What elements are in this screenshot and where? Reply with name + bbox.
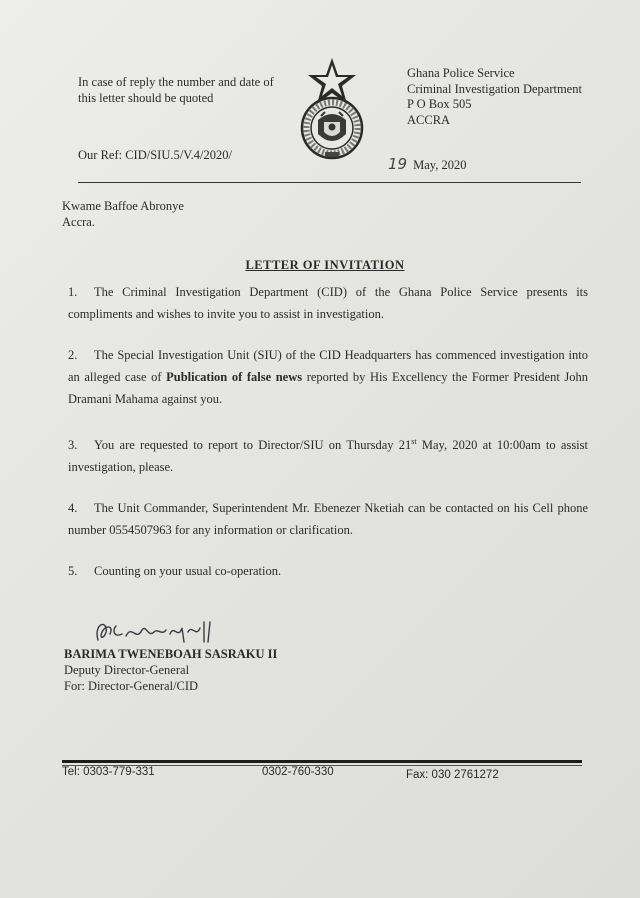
paragraph-3	[68, 431, 588, 478]
paragraph-5	[68, 560, 588, 582]
paragraph-1	[68, 281, 588, 325]
paragraph-number: 4.	[68, 501, 78, 515]
signer-title: Deputy Director-General	[64, 663, 190, 677]
date-day-handwritten: 19	[388, 155, 408, 173]
paragraph-number: 5.	[68, 564, 78, 578]
paragraph-text: May, 2020 at 10:00am to assist investigation, please.	[68, 438, 588, 475]
reference-number: Our Ref: CID/SIU.5/V.4/2020/	[78, 148, 232, 162]
letter-date	[388, 155, 466, 173]
ordinal-suffix: st	[411, 437, 417, 446]
paragraph-text: Counting on your usual co-operation.	[94, 564, 282, 578]
footer-divider	[62, 760, 582, 763]
signer-for: For: Director-General/CID	[64, 679, 199, 693]
signer-block	[64, 646, 277, 694]
letter-title: LETTER OF INVITATION	[245, 258, 405, 272]
paragraph-text: The Unit Commander, Superintendent Mr. Ebenezer Nketiah can be contacted on his Cell phone number 0554507963 for any information or clarification.	[68, 501, 588, 537]
footer-telephone: Tel: 0303-779-331	[62, 766, 155, 778]
paragraph-2	[68, 344, 588, 410]
footer-telephone-2: 0302-760-330	[262, 766, 334, 778]
paragraph-number: 3.	[68, 438, 78, 453]
date-month-year: May, 2020	[413, 158, 467, 172]
paragraph-text: reported by His Excellency the Former President John Dramani Mahama against you.	[68, 370, 588, 406]
ghana-police-crest-icon	[294, 58, 370, 167]
sender-address	[407, 66, 582, 128]
paragraph-4	[68, 497, 588, 541]
footer-fax: Fax: 030 2761272	[406, 769, 499, 781]
header-divider	[78, 182, 581, 183]
signer-name: BARIMA TWENEBOAH SASRAKU II	[64, 647, 278, 661]
recipient-city: Accra.	[62, 215, 95, 229]
paragraph-number: 2.	[68, 348, 78, 362]
paragraph-text: The Criminal Investigation Department (CID) of the Ghana Police Service presents its compliments and wishes to invite you to assist in investigation.	[68, 285, 588, 321]
paragraph-emphasis: Publication of false news	[166, 370, 303, 384]
reply-instruction: In case of reply the number and date of this letter should be quoted	[78, 75, 274, 105]
address-line: P O Box 505	[407, 97, 472, 111]
address-line: Criminal Investigation Department	[407, 81, 582, 96]
recipient-block	[62, 198, 184, 230]
address-line: Ghana Police Service	[407, 66, 515, 80]
paragraph-number: 1.	[68, 285, 78, 299]
recipient-name: Kwame Baffoe Abronye	[62, 199, 184, 213]
paragraph-text: The Special Investigation Unit (SIU) of the CID Headquarters has commenced investigation into an alleged case of	[68, 348, 588, 384]
paragraph-text: You are requested to report to Director/SIU on Thursday 21	[94, 438, 412, 453]
address-line: ACCRA	[407, 112, 451, 127]
